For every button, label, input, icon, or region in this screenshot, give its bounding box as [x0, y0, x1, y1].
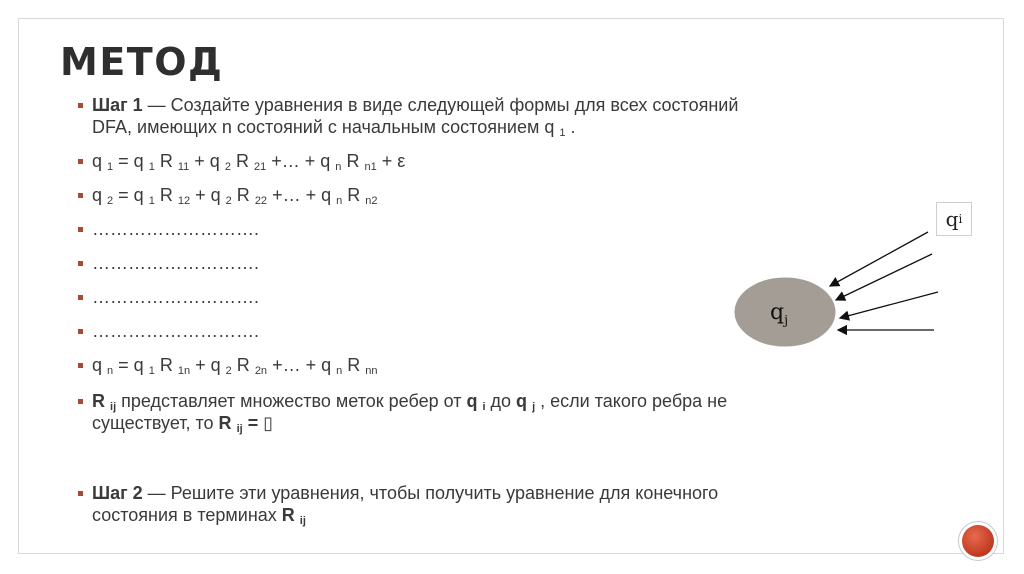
transition-arrow: [836, 254, 932, 300]
step2-label: Шаг 2: [92, 483, 143, 503]
step1-text: — Создайте уравнения в виде следующей формы для всех состояний DFA, имеющих n состояний с начальным состоянием q: [92, 95, 739, 137]
state-qj-label: $q_j$: [770, 300, 789, 329]
state-diagram: [720, 196, 950, 356]
bullet-step2: Шаг 2 — Решите эти уравнения, чтобы получить уравнение для конечного состояния в терминах R $_{ij}$: [76, 482, 756, 526]
ellipsis-line: ……………………….: [76, 286, 756, 308]
equation-q1: q $_1$ = q $_1$ R $_{11}$ + q $_2$ R $_{21}$ +… + q $_n$ R $_{n1}$ + ε: [76, 150, 756, 172]
nav-circle-icon: [962, 525, 994, 557]
equation-q2: q $_2$ = q $_1$ R $_{12}$ + q $_2$ R $_{22}$ +… + q $_n$ R $_{n2}$: [76, 184, 756, 206]
bullet-list: [76, 94, 756, 526]
transition-arrow: [830, 232, 928, 286]
ellipsis-line: ……………………….: [76, 252, 756, 274]
equation-qn: q $_n$ = q $_1$ R $_{1n}$ + q $_2$ R $_{2n}$ +… + q $_n$ R $_{nn}$: [76, 354, 756, 376]
ellipsis-line: ……………………….: [76, 218, 756, 240]
ellipsis-line: ……………………….: [76, 320, 756, 342]
step1-label: Шаг 1: [92, 95, 143, 115]
slide-title: МЕТОД: [60, 40, 224, 84]
slide-nav-button[interactable]: [958, 521, 998, 561]
bullet-step1: Шаг 1 — Создайте уравнения в виде следующей формы для всех состояний DFA, имеющих n состояний с начальным состоянием q $_1$ .: [76, 94, 756, 138]
bullet-rij-definition: R $_{ij}$ представляет множество меток ребер от q $_i$ до q $_j$ , если такого ребра не существует, то R $_{ij}$ = ▯: [76, 390, 756, 434]
empty-set-symbol: ▯: [263, 413, 274, 433]
state-qi-label: q i: [936, 202, 972, 236]
transition-arrow: [840, 292, 938, 318]
